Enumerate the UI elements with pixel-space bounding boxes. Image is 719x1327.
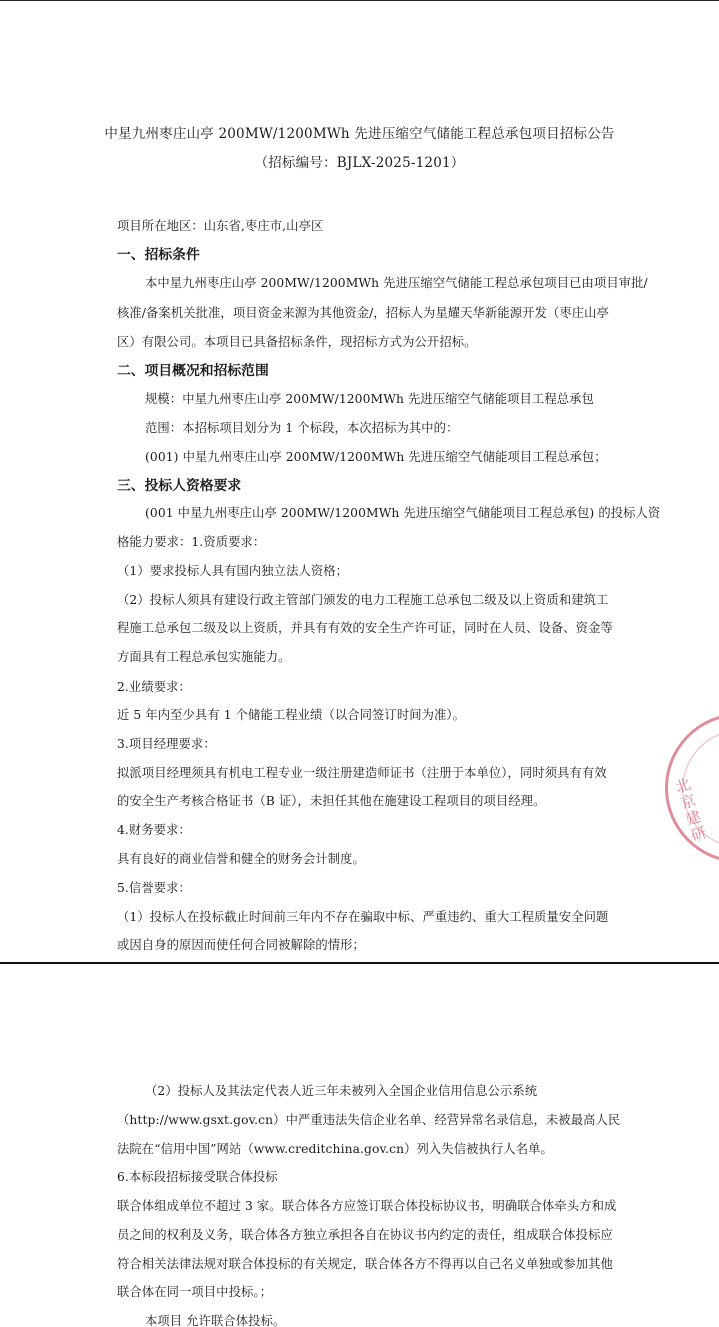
sec1-paragraph-line: 核准/备案机关批准，项目资金来源为其他资金/，招标人为星耀天华新能源开发（枣庄山亭 <box>117 306 609 320</box>
joint-venture-heading: 6.本标段招标接受联合体投标 <box>117 1170 278 1184</box>
joint-venture-line: 员之间的权利及义务，联合体各方独立承担各自在协议书内约定的责任，组成联合体投标应 <box>117 1228 613 1242</box>
joint-venture-allowed: 本项目 允许联合体投标。 <box>145 1314 286 1327</box>
credit-2-line: （http://www.gsxt.gov.cn）中严重违法失信企业名单、经营异常名录信息，未被最高人民 <box>117 1113 621 1127</box>
sec1-paragraph-line: 本中星九州枣庄山亭 200MW/1200MWh 先进压缩空气储能工程总承包项目已由项目审批/ <box>145 276 648 290</box>
qualification-2-line: （2）投标人须具有建设行政主管部门颁发的电力工程施工总承包二级及以上资质和建筑工 <box>117 593 609 607</box>
joint-venture-line: 联合体在同一项目中投标。； <box>117 1285 273 1299</box>
sec2-lot: (001) 中星九州枣庄山亭 200MW/1200MWh 先进压缩空气储能项目工程总承包； <box>145 450 607 464</box>
sec2-scope: 范围：本招标项目划分为 1 个标段，本次招标为其中的： <box>145 421 459 435</box>
sec3-paragraph-line: (001 中星九州枣庄山亭 200MW/1200MWh 先进压缩空气储能项目工程总承包) 的投标人资 <box>145 506 661 520</box>
credit-1-line: （1）投标人在投标截止时间前三年内不存在骗取中标、严重违约、重大工程质量安全问题 <box>117 910 609 924</box>
credit-2-line: （2）投标人及其法定代表人近三年未被列入全国企业信用信息公示系统 <box>145 1084 538 1098</box>
credit-heading: 5.信誉要求： <box>117 881 191 895</box>
page-separator <box>0 962 719 964</box>
performance-requirement: 近 5 年内至少具有 1 个储能工程业绩（以合同签订时间为准）。 <box>117 708 466 722</box>
sec1-paragraph-line: 区）有限公司。本项目已具备招标条件，现招标方式为公开招标。 <box>117 335 477 349</box>
finance-heading: 4.财务要求： <box>117 823 191 837</box>
sec2-scale: 规模：中星九州枣庄山亭 200MW/1200MWh 先进压缩空气储能项目工程总承包 <box>145 392 594 406</box>
credit-1-line: 或因自身的原因而使任何合同被解除的情形； <box>117 938 365 952</box>
qualification-2-line: 方面具有工程总承包实施能力。 <box>117 650 291 664</box>
joint-venture-line: 符合相关法律法规对联合体投标的有关规定，联合体各方不得再以自己名义单独或参加其他 <box>117 1257 613 1271</box>
performance-heading: 2.业绩要求： <box>117 680 191 694</box>
document-title: 中星九州枣庄山亭 200MW/1200MWh 先进压缩空气储能工程总承包项目招标公告 <box>104 126 615 142</box>
pm-requirement-line: 的安全生产考核合格证书（B 证），未担任其他在施建设工程项目的项目经理。 <box>117 794 546 808</box>
sec3-paragraph-line: 格能力要求：1.资质要求： <box>117 535 266 549</box>
project-region: 项目所在地区：山东省,枣庄市,山亭区 <box>117 219 324 233</box>
pm-requirement-line: 拟派项目经理须具有机电工程专业一级注册建造师证书（注册于本单位），同时须具有有效 <box>117 766 607 780</box>
finance-requirement: 具有良好的商业信誉和健全的财务会计制度。 <box>117 852 365 866</box>
qualification-2-line: 程施工总承包二级及以上资质，并具有有效的安全生产许可证，同时在人员、设备、资金等 <box>117 621 613 635</box>
pm-heading: 3.项目经理要求： <box>117 737 216 751</box>
credit-2-line: 法院在“信用中国”网站（www.creditchina.gov.cn）列入失信被执行人名单。 <box>117 1142 553 1156</box>
section-3-heading: 三、投标人资格要求 <box>117 478 242 494</box>
joint-venture-line: 联合体组成单位不超过 3 家。联合体各方应签订联合体投标协议书，明确联合体牵头方和成 <box>117 1199 617 1213</box>
document-page-2 <box>0 965 719 1327</box>
qualification-1: （1）要求投标人具有国内独立法人资格； <box>117 564 349 578</box>
seal-text: 北京建研 <box>671 775 710 846</box>
section-2-heading: 二、项目概况和招标范围 <box>117 363 269 379</box>
tender-number: （招标编号：BJLX-2025-1201） <box>254 155 465 171</box>
section-1-heading: 一、招标条件 <box>117 247 200 263</box>
